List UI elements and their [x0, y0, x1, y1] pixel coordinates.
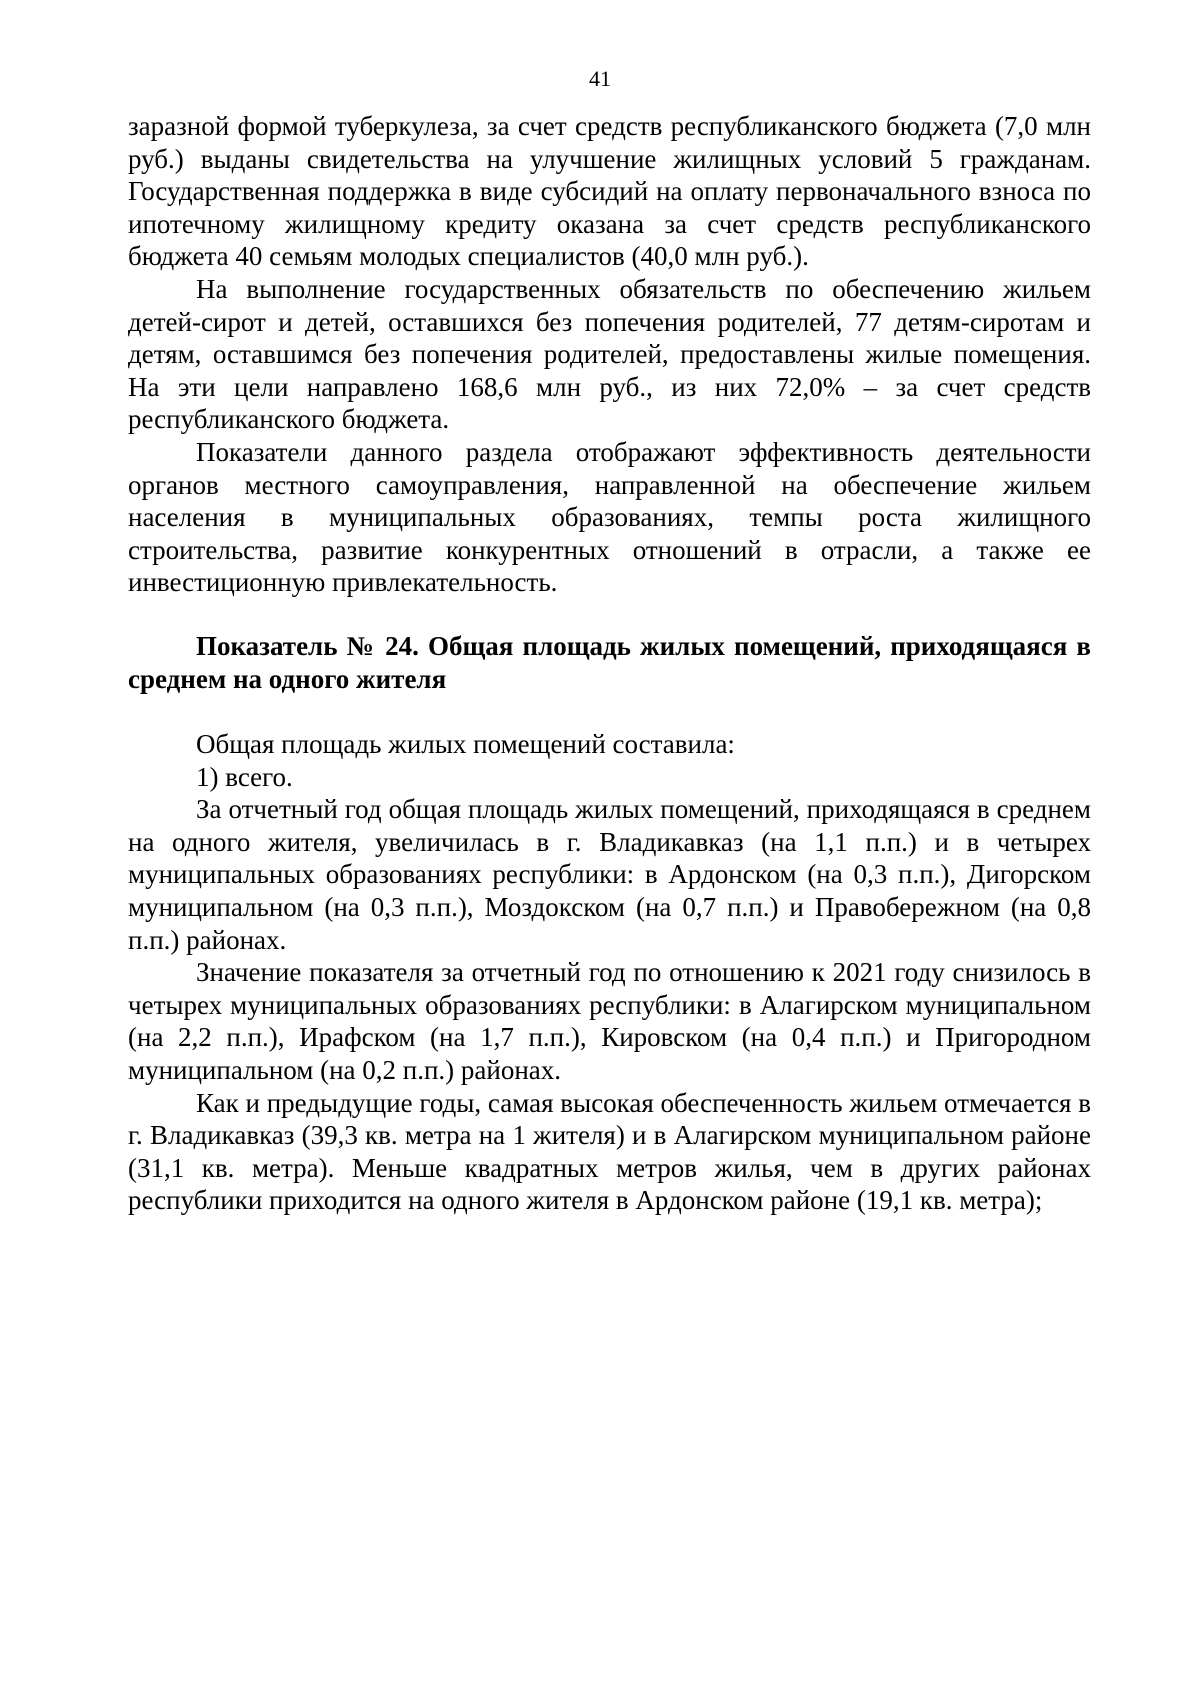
page-number: 41 [589, 66, 611, 91]
paragraph-orphan-housing: На выполнение государственных обязательств по обеспечению жильем детей-сирот и детей, оставшихся без попечения родителей, 77 детям-сиротам и детям, оставшимся без попечения родителей, предоставлены жилые помещения. На эти цели направлено 168,6 млн руб., из них 72,0% – за счет средств республиканского бюджета. [128, 273, 1091, 435]
paragraph-decrease: Значение показателя за отчетный год по отношению к 2021 году снизилось в четырех муниципальных образованиях республики: в Алагирском муниципальном (на 2,2 п.п.), Ирафском (на 1,7 п.п.), Кировском (на 0,4 п.п.) и Пригородном муниципальном (на 0,2 п.п.) районах. [128, 957, 1091, 1086]
paragraph-total-area-intro: Общая площадь жилых помещений составила: [196, 729, 735, 760]
paragraph-highest-provision: Как и предыдущие годы, самая высокая обеспеченность жильем отмечается в г. Владикавказ (39,3 кв. метра на 1 жителя) и в Алагирском муниципальном районе (31,1 кв. метра). Меньше квадратных метров жилья, чем в других районах республики приходится на одного жителя в Ардонском районе (19,1 кв. метра); [128, 1087, 1091, 1216]
paragraph-continuation: заразной формой туберкулеза, за счет средств республиканского бюджета (7,0 млн руб.) выданы свидетельства на улучшение жилищных условий 5 гражданам. Государственная поддержка в виде субсидий на оплату первоначального взноса по ипотечному жилищному кредиту оказана за счет средств республиканского бюджета 40 семьям молодых специалистов (40,0 млн руб.). [128, 111, 1091, 272]
section-heading: Показатель № 24. Общая площадь жилых помещений, приходящаяся в среднем на одного жителя [128, 630, 1091, 694]
paragraph-increase: За отчетный год общая площадь жилых помещений, приходящаяся в среднем на одного жителя, увеличилась в г. Владикавказ (на 1,1 п.п.) и в четырех муниципальных образованиях республики: в Ардонском (на 0,3 п.п.), Дигорском муниципальном (на 0,3 п.п.), Моздокском (на 0,7 п.п.) и Правобережном (на 0,8 п.п.) районах. [128, 794, 1091, 955]
paragraph-indicators: Показатели данного раздела отображают эффективность деятельности органов местного самоуправления, направленной на обеспечение жильем населения в муниципальных образованиях, темпы роста жилищного строительства, развитие конкурентных отношений в отрасли, а также ее инвестиционную привлекательность. [128, 436, 1091, 598]
page-body [128, 110, 1091, 1217]
list-item-total: 1) всего. [196, 761, 293, 792]
